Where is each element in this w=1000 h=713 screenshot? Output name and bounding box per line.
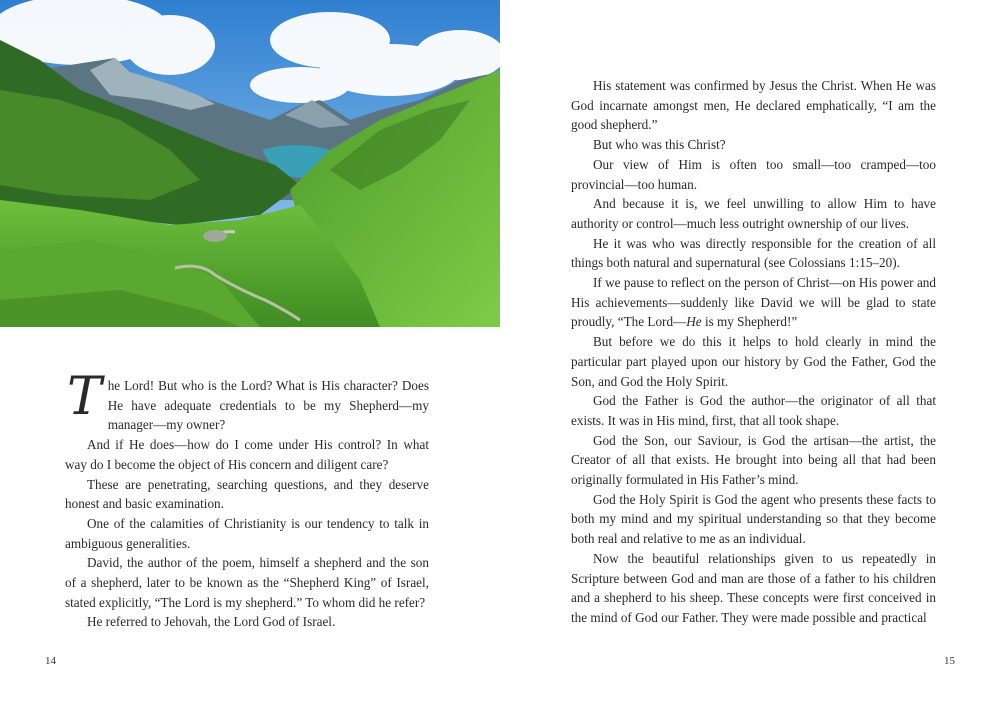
- paragraph: And if He does—how do I come under His control? In what way do I become the object of His concern and diligent care?: [65, 437, 429, 472]
- paragraph: David, the author of the poem, himself a shepherd and the son of a shepherd, later to be known as the “Shepherd King” of Israel, stated explicitly, “The Lord is my shepherd.” To whom did he refer?: [65, 555, 429, 610]
- paragraph: One of the calamities of Christianity is our tendency to talk in ambiguous generalities.: [65, 515, 429, 551]
- right-body-text: [571, 76, 936, 628]
- paragraph: But before we do this it helps to hold clearly in mind the particular part played upon our history by God the Father, God the Son, and God the Holy Spirit.: [571, 334, 936, 389]
- paragraph: If we pause to reflect on the person of Christ—on His power and His achievements—suddenly like David we will be glad to state proudly, “The Lord—He is my Shepherd!”: [571, 275, 936, 330]
- page-number-left: 14: [45, 655, 56, 667]
- paragraph: He referred to Jehovah, the Lord God of Israel.: [87, 614, 336, 630]
- emphasis-he: He: [686, 314, 702, 330]
- paragraph: But who was this Christ?: [593, 137, 726, 153]
- page-number-right: 15: [944, 655, 955, 667]
- paragraph: God the Father is God the author—the originator of all that exists. It was in His mind, first, that all took shape.: [571, 393, 936, 428]
- paragraph: God the Holy Spirit is God the agent who presents these facts to both my mind and my spiritual understanding so that they become both real and relative to me as an individual.: [571, 491, 936, 547]
- paragraph: His statement was confirmed by Jesus the Christ. When He was God incarnate amongst men, He declared emphatically, “I am the good shepherd.”: [571, 78, 936, 133]
- drop-cap-letter: T: [67, 367, 102, 427]
- paragraph: These are penetrating, searching questions, and they deserve honest and basic examination.: [65, 476, 429, 512]
- right-page: [500, 0, 1000, 713]
- left-body-text: [65, 367, 429, 632]
- paragraph: He it was who was directly responsible for the creation of all things both natural and supernatural (see Colossians 1:15–20).: [571, 235, 936, 271]
- opening-paragraph: The Lord! But who is the Lord? What is His character? Does He have adequate credentials to be my Shepherd—my manager—my owner?: [67, 367, 429, 433]
- paragraph: Now the beautiful relationships given to us repeatedly in Scripture between God and man are those of a father to his children and a shepherd to his sheep. These concepts were first conceived in the mind of God our Father. They were made possible and practical: [571, 550, 936, 625]
- paragraph: God the Son, our Saviour, is God the artisan—the artist, the Creator of all that exists. He brought into being all that had been originally formulated in His Father’s mind.: [571, 432, 936, 488]
- paragraph: And because it is, we feel unwilling to allow Him to have authority or control—much less outright ownership of our lives.: [571, 196, 936, 231]
- mountain-valley-photo: [0, 0, 500, 327]
- paragraph: Our view of Him is often too small—too cramped—too provincial—too human.: [571, 156, 936, 192]
